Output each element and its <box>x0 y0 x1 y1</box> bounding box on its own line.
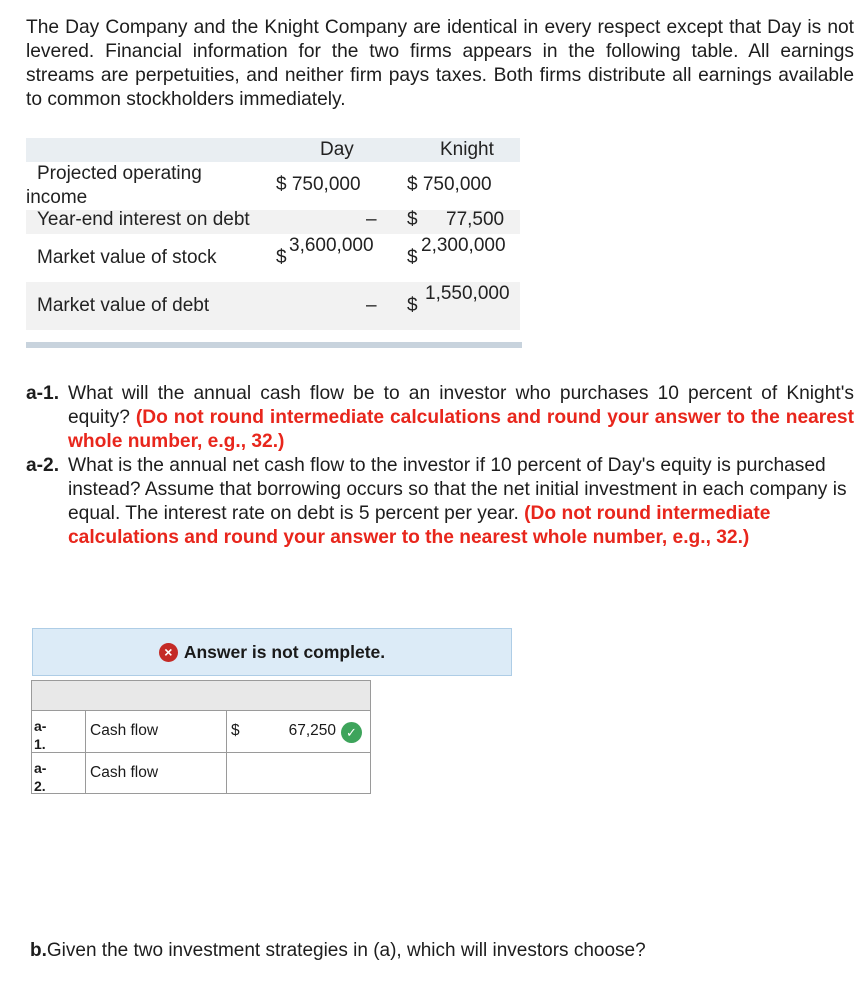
check-circle-icon: ✓ <box>341 722 362 743</box>
financial-table-header <box>26 138 520 162</box>
row-label: Year-end interest on debt <box>37 209 250 230</box>
day-value: – <box>366 209 377 230</box>
row-label: Market value of stock <box>37 247 217 268</box>
header-knight: Knight <box>440 139 494 160</box>
day-dollar: $ <box>276 247 287 268</box>
answer-row-a2 <box>32 752 370 793</box>
knight-dollar: $ <box>407 247 418 268</box>
question-a1 <box>26 382 854 454</box>
knight-dollar: $ <box>407 209 418 230</box>
answer-table-header <box>32 681 370 711</box>
question-number: b. <box>30 940 47 961</box>
header-day: Day <box>320 139 354 160</box>
row-label: Market value of debt <box>37 295 210 316</box>
question-number: a-1. <box>26 383 60 404</box>
answer-input-a1[interactable]: 67,250 <box>288 722 336 739</box>
question-text: Given the two investment strategies in (a), which will investors choose? <box>46 940 646 961</box>
answer-table <box>31 680 371 794</box>
answer-status-text: Answer is not complete. <box>183 641 386 662</box>
answer-status-banner <box>32 628 512 676</box>
row-label-cont: income <box>26 187 88 208</box>
question-b <box>30 939 646 963</box>
table-divider <box>26 342 522 348</box>
answer-row-a1 <box>32 711 370 752</box>
row-label: a- 2. <box>34 760 47 794</box>
knight-value: 77,500 <box>446 209 505 230</box>
question-number: a-2. <box>26 455 60 476</box>
knight-dollar: $ <box>407 295 418 316</box>
day-value: 3,600,000 <box>289 235 374 256</box>
x-circle-icon: × <box>159 643 178 662</box>
row-operating-income <box>26 162 520 210</box>
row-label: a- 1. <box>34 718 47 752</box>
row-description: Cash flow <box>90 764 159 781</box>
row-debt <box>26 282 520 330</box>
question-text: What is the annual net cash flow to the investor if 10 percent of Day's equity is purchased instead? Assume that borrowing occurs so that the net initial investment in each company is equal. The interest rate on debt is 5 percent per year. <box>68 455 847 524</box>
row-description: Cash flow <box>90 722 159 739</box>
knight-value: 2,300,000 <box>421 235 506 256</box>
row-stock <box>26 234 520 282</box>
day-value: – <box>366 295 377 316</box>
question-text: What will the annual cash flow be to an investor who purchases 10 percent of Knight's equity? <box>68 383 854 428</box>
answer-input-a2[interactable] <box>231 764 361 788</box>
row-label: Projected operating <box>37 163 202 184</box>
day-value: $ 750,000 <box>276 174 361 195</box>
question-instruction: (Do not round intermediate calculations and round your answer to the nearest whole number, e.g., 32.) <box>68 407 854 452</box>
knight-value: 1,550,000 <box>425 283 510 304</box>
knight-value: $ 750,000 <box>407 174 492 195</box>
question-instruction: (Do not round intermediate calculations and round your answer to the nearest whole number, e.g., 32.) <box>68 503 771 548</box>
problem-intro: The Day Company and the Knight Company are identical in every respect except that Day is not levered. Financial information for the two firms appears in the following table. All earnings streams are perpetuities, and neither firm pays taxes. Both firms distribute all earnings available to common stockholders immediately. <box>26 17 854 110</box>
currency-symbol: $ <box>231 722 240 739</box>
row-interest <box>26 210 520 234</box>
question-a2 <box>26 454 854 550</box>
